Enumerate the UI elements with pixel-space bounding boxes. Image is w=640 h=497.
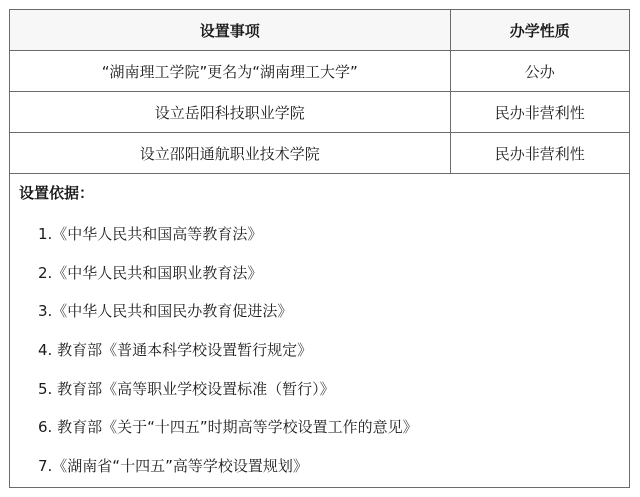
row-nature: 民办非营利性 — [450, 133, 629, 174]
basis-list — [38, 224, 418, 495]
list-item: 6. 教育部《关于“十四五”时期高等学校设置工作的意见》 — [38, 418, 418, 437]
list-item: 5. 教育部《高等职业学校设置标准（暂行）》 — [38, 379, 335, 398]
list-item: 1.《中华人民共和国高等教育法》 — [38, 225, 263, 243]
list-item: 2.《中华人民共和国职业教育法》 — [38, 263, 263, 282]
header-item: 设置事项 — [10, 10, 450, 51]
row-item: “湖南理工学院”更名为“湖南理工大学” — [10, 51, 450, 92]
table-row — [10, 92, 629, 133]
list-item: 7.《湖南省“十四五”高等学校设置规划》 — [38, 457, 308, 476]
document-sheet — [9, 9, 630, 488]
list-item: 4. 教育部《普通本科学校设置暂行规定》 — [38, 341, 313, 360]
basis-title: 设置依据： — [19, 184, 95, 202]
row-nature: 公办 — [450, 51, 629, 92]
row-item: 设立邵阳通航职业技术学院 — [10, 133, 450, 174]
row-item: 设立岳阳科技职业学院 — [10, 92, 450, 133]
table-row — [10, 133, 629, 174]
list-item: 3.《中华人民共和国民办教育促进法》 — [38, 302, 293, 321]
school-setup-table — [10, 10, 629, 174]
row-nature: 民办非营利性 — [450, 92, 629, 133]
header-nature: 办学性质 — [450, 10, 629, 51]
table-row — [10, 51, 629, 92]
table-header-row — [10, 10, 629, 51]
